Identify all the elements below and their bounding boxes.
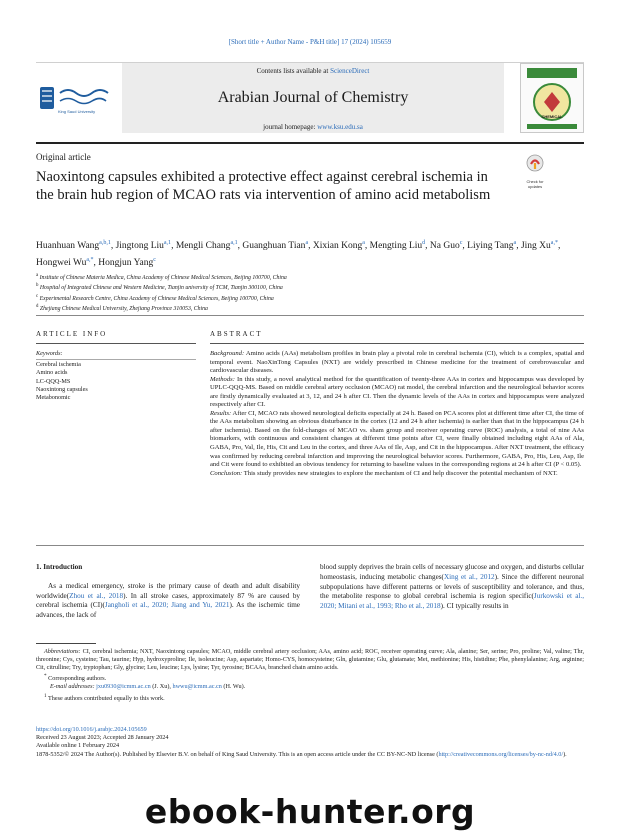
abstract-background: [210, 350, 584, 376]
intro-text: blood supply deprives the brain cells of necessary glucose and oxygen, and disturbs cellular homeostasis, inducing metabolic changes(: [320, 563, 584, 581]
email-owner: (J. Xu),: [150, 683, 173, 691]
email-link-xu[interactable]: jxu0930@icmm.ac.cn: [96, 683, 151, 691]
affiliation-item: [36, 303, 584, 313]
publication-info: [36, 726, 584, 759]
abbreviations-footnote: [36, 648, 584, 672]
affiliation-marker: a: [36, 273, 39, 278]
watermark: ebook-hunter.org: [144, 792, 476, 831]
affiliation-marker: d: [36, 304, 39, 310]
author-name[interactable]: Na Guo: [429, 241, 460, 252]
abstract-methods: [210, 376, 584, 410]
abbreviations-text: CI, cerebral ischemia; NXT, Naoxintong capsules; MCAO, middle cerebral artery occlusion; AAs, amino acid; ROC, receiver operating curve; Ala, alanine; Ser, serine; Pro, proline; Val, valine; Thr, threonine; Cys, cysteine; Tau, taurine; Hyp, hydroxyproline; Ile, isoleucine; Asp, aspartate; Homo-CYS, homocysteine; Gln, glutamine; Glu, glutamate; Met, methionine; His, histidine; Phe, phenylalanine; Arg, arginine; Cit, citrulline; Try, tryptophan; Gly, glycine; Leu, leucine; Lys, lysine; Tyr, tyrosine; BCAAs, branched chain amino acids.: [36, 648, 584, 672]
background-text: Amino acids (AAs) metabolism profiles in brain play a pivotal role in cerebral ischemia (CI), which is a complex, spatial and temporal event. NaoXinTong Capsules (NXT) are widely prescribed in Chinese medicine for the treatment of cerebrovascular and cardiovascular diseases.: [210, 350, 584, 375]
equal-contribution-text: These authors contributed equally to this work.: [48, 694, 165, 702]
check-for-updates-button[interactable]: [520, 154, 550, 189]
received-date: Received 23 August 2023; Accepted 28 January 2024: [36, 734, 169, 742]
check-updates-label: Check for updates: [526, 179, 544, 189]
license-text: 1878-5352/© 2024 The Author(s). Published by Elsevier B.V. on behalf of King Saud University. This is an open access article under the CC BY-NC-ND license (: [36, 750, 439, 758]
author-name[interactable]: Liying Tang: [467, 241, 514, 252]
license-link[interactable]: http://creativecommons.org/licenses/by-nc-nd/4.0/: [438, 750, 564, 758]
journal-cover-logo: [520, 63, 584, 133]
author-name[interactable]: Guanghuan Tian: [242, 241, 306, 252]
abstract-body: [210, 350, 584, 478]
affiliation-item: [36, 272, 584, 282]
homepage-line: [122, 123, 504, 131]
journal-title: Arabian Journal of Chemistry: [217, 89, 409, 106]
contents-prefix: Contents lists available at: [256, 67, 331, 75]
article-type: Original article: [36, 152, 91, 162]
author-name[interactable]: Jingtong Liu: [115, 241, 164, 252]
author-name[interactable]: Mengting Liu: [369, 241, 423, 252]
online-date: Available online 1 February 2024: [36, 742, 120, 750]
conclusion-label: Conclusion:: [210, 469, 243, 477]
conclusion-text: This study provides new strategies to explore the mechanism of CI and help discover the potential mechanism of NXT.: [242, 469, 558, 477]
abstract-heading: ABSTRACT: [210, 330, 263, 338]
author-affiliation-marker[interactable]: a: [362, 240, 365, 246]
author-affiliation-marker[interactable]: a,*: [86, 257, 94, 264]
email-footnote: [36, 683, 584, 691]
citation-link[interactable]: Xing et al., 2012: [443, 572, 495, 581]
author-name[interactable]: Xixian Kong: [312, 241, 363, 252]
affiliation-marker: b: [36, 283, 39, 289]
intro-text: ). In all stroke cases, approximately 87 % are caused by cerebral ischemia (CI)(: [36, 591, 301, 610]
author-affiliation-marker[interactable]: a: [305, 240, 309, 246]
author-name[interactable]: Mengli Chang: [175, 241, 231, 252]
methods-label: Methods:: [210, 375, 235, 383]
homepage-prefix: journal homepage:: [263, 123, 318, 131]
affiliation-text: Experimental Research Centre, China Academy of Chinese Medical Sciences, Beijing 100700, China: [39, 295, 274, 302]
author-affiliation-marker[interactable]: a,1: [163, 240, 172, 246]
affiliation-item: [36, 282, 584, 292]
article-title: Naoxintong capsules exhibited a protective effect against cerebral ischemia in the brain hub region of MCAO rats via intervention of amino acid metabolism: [36, 169, 491, 203]
abstract-rule: [210, 343, 584, 344]
abstract-conclusion: [210, 470, 584, 479]
keywords-label: Keywords:: [36, 350, 196, 360]
sciencedirect-link[interactable]: ScienceDirect: [330, 67, 370, 75]
intro-paragraph-right: [320, 563, 584, 612]
author-affiliation-marker[interactable]: a,b,1: [99, 240, 111, 246]
author-name[interactable]: Huanhuan Wang: [36, 241, 100, 252]
doi-link[interactable]: https://doi.org/10.1016/j.arabjc.2024.105659: [36, 726, 147, 733]
keywords-panel: [36, 350, 196, 402]
intro-right-column: [320, 563, 584, 612]
equal-contribution-footnote: $^1$ These authors contributed equally to this work.: [44, 692, 165, 702]
email-label: E-mail addresses:: [50, 683, 95, 691]
intro-text: ). As the ischemic time advances, the lack of: [36, 601, 300, 620]
keyword-item: Amino acids: [36, 369, 68, 377]
masthead-divider: [36, 142, 584, 144]
intro-paragraph-left: [36, 582, 300, 621]
email-link-wu[interactable]: hwwu@icmm.ac.cn: [172, 683, 222, 691]
intro-text: ). Since the different neuronal subpopulations have different patterns or levels of susceptibility and tolerance, and thus, the metabolite response to global cerebral ischemia is region specific(: [320, 572, 584, 601]
intro-left-column: [36, 563, 300, 621]
license-statement: [36, 751, 584, 759]
keyword-list: [36, 361, 196, 402]
intro-heading: 1. Introduction: [36, 563, 83, 571]
affiliation-marker: c: [36, 293, 39, 299]
author-affiliation-marker[interactable]: a: [513, 240, 517, 246]
keyword-item: Cerebral ischemia: [36, 361, 81, 369]
author-name[interactable]: Jing Xu: [520, 241, 551, 252]
contents-line: [122, 67, 504, 75]
journal-masthead: [36, 62, 584, 141]
results-text: After CI, MCAO rats showed neurological deficits especially at 24 h. Based on PCA scores plot at different time after CI, the time of the AAs metabolism showing an obvious disturbance in the cortex (12 and 24 h after ischemia) is earlier than that in the hippocampus (24 h after ischemia). Based on the fold-changes of MCAO vs. sham group and receiver operating curve (ROC) analysis, a total of nine AAs biomarkers, with continuous and consistent changes at different time points after CI, were finally obtained including eight AAs of Ala, GABA, Pro, Val, Ile, His, Cit and Leu in the cortex, and three AAs of Ile, Asp, and Cit in the hippocampus. After NXT treatment, the efficacy was confirmed by reducing cerebral infarction and improving the neurological behavior scores. Furthermore, GABA, Pro, His, Leu, Asp, Ile and Cit were found to exhibited an obvious tendency for returning to baseline values in the corresponding regions at 24 h after CI (P < 0.05).: [210, 409, 584, 469]
abstract-divider: [36, 545, 584, 546]
author-affiliation-marker[interactable]: c: [153, 257, 156, 264]
author-affiliation-marker[interactable]: a,*: [550, 240, 558, 246]
affiliations-divider: [36, 315, 584, 316]
keyword-item: Naoxintong capsules: [36, 385, 88, 393]
corresponding-text: Corresponding authors.: [48, 675, 107, 683]
affiliation-text: Zhejiang Chinese Medical University, Zhejiang Province 310053, China: [39, 306, 208, 313]
affiliation-text: Hospital of Integrated Chinese and Western Medicine, Tianjin university of TCM, Tianjin 300100, China: [39, 285, 283, 292]
keyword-item: LC-QQQ-MS: [36, 377, 71, 385]
journal-banner: [122, 63, 504, 133]
affiliation-text: Institute of Chinese Materia Medica, China Academy of Chinese Medical Sciences, Beijing 100700, China: [39, 274, 287, 281]
running-head[interactable]: [Short title + Author Name - P&H title] 17 (2024) 105659: [228, 38, 392, 46]
results-label: Results:: [210, 409, 232, 417]
author-name[interactable]: Hongwei Wu: [36, 258, 87, 269]
article-info-rule: [36, 343, 196, 344]
author-affiliation-marker[interactable]: a,1: [230, 240, 238, 246]
homepage-link[interactable]: www.ksu.edu.sa: [317, 123, 363, 131]
citation-link[interactable]: Jangholi et al., 2020; Jiang and Yu, 2021: [104, 601, 230, 610]
author-affiliation-marker[interactable]: c: [459, 240, 463, 246]
affiliations: [36, 272, 584, 314]
affiliation-item: [36, 293, 584, 303]
king-saud-university-logo: [36, 79, 112, 119]
background-label: Background:: [210, 350, 245, 357]
abstract-results: [210, 410, 584, 470]
abbreviations-label: Abbreviations:: [44, 648, 81, 655]
corresponding-footnote: * Corresponding authors.: [44, 673, 107, 683]
citation-link[interactable]: Zhou et al., 2018: [69, 591, 124, 600]
citation-link[interactable]: Jurkowski et al., 2020; Mitani et al., 1993; Rho et al., 2018: [320, 592, 584, 611]
author-name[interactable]: Hongjun Yang: [98, 258, 154, 269]
cover-caption: CHEMICAL: [541, 114, 563, 119]
intro-text: As a medical emergency, stroke is the primary cause of death and adult disability worldwide(: [36, 581, 300, 600]
author-affiliation-marker[interactable]: d: [422, 240, 426, 246]
methods-text: In this study, a novel analytical method for the quantification of twenty-three AAs in cortex and hippocampus was developed by UPLC-QQQ-MS. Based on middle cerebral artery occlusion (MCAO) rat model, the cerebral infarction and the neurological behavior scores are firstly dynamically evaluated at 3, 12, and 24 h after CI. Then the dynamic levels of the AAs in cortex and hippocampus were analyzed respectively after CI.: [210, 375, 584, 409]
author-list: Huanhuan Wang$^{a,b,1}$, Jingtong Liu$^{a,1}$, Mengli Chang$^{a,1}$, Guanghuan Tian$^a$, Xixian Kong$^a$, Mengting Liu$^d$, Na Guo$^c$, Liying Tang$^a$, Jing $Xu^{a,*}$, Hongwei $Wu^{a,*}$, Hongjun Yang$^c$: [36, 240, 561, 269]
intro-text: ). CI typically results in: [440, 602, 509, 611]
footnote-divider: [36, 643, 96, 644]
email-owner: (H. Wu).: [221, 683, 246, 691]
logo-caption: King Saud University: [58, 109, 96, 114]
keyword-item: Metabonomic: [36, 394, 71, 402]
license-text: ).: [563, 750, 567, 758]
check-updates-icon: [526, 154, 544, 174]
footnotes: [36, 648, 584, 703]
article-info-heading: ARTICLE INFO: [36, 330, 108, 338]
